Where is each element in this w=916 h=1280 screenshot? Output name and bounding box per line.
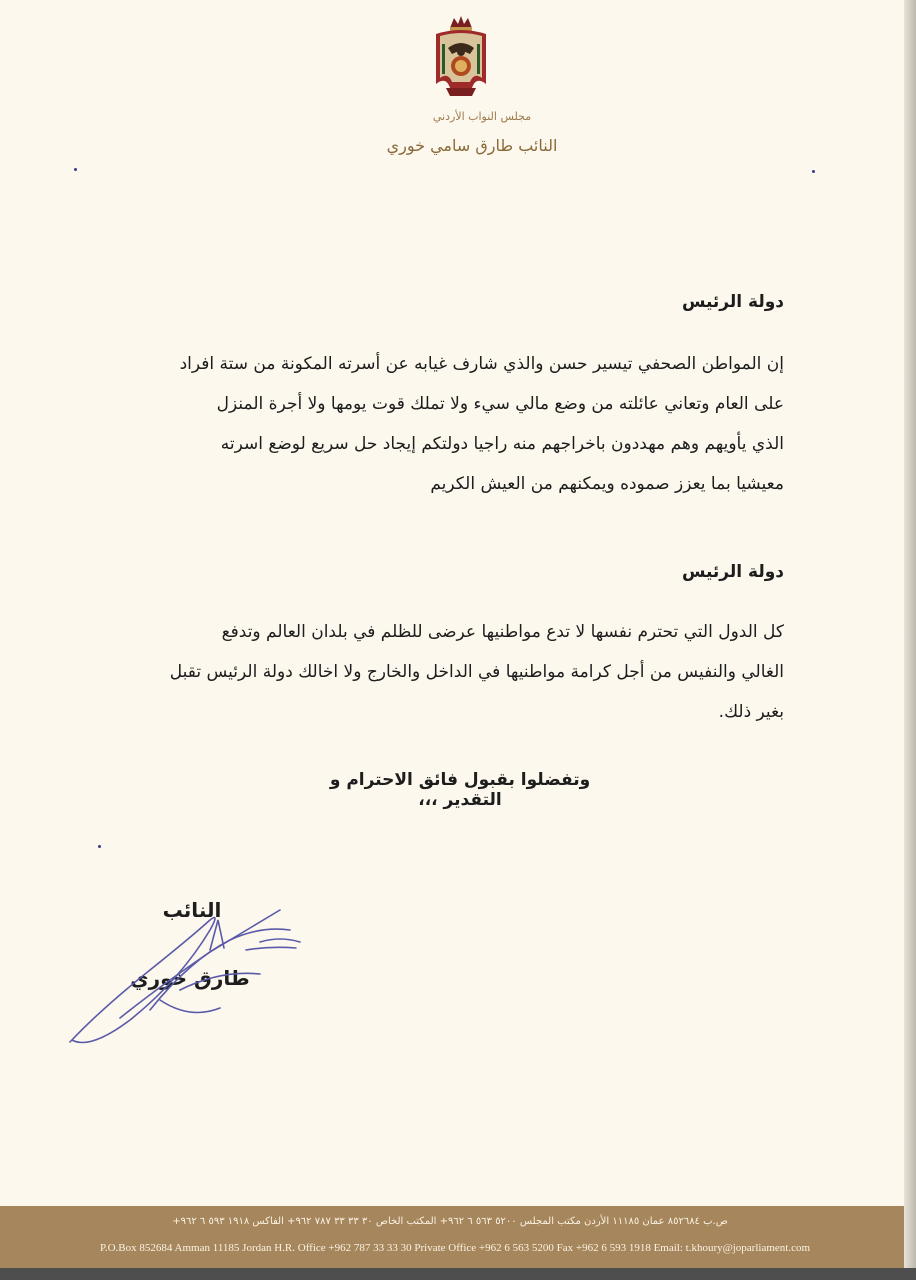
salutation: دولة الرئيس [681, 292, 784, 312]
paragraph-2 [94, 612, 784, 732]
speck [812, 170, 815, 173]
speck [98, 845, 101, 848]
salutation: دولة الرئيس [681, 562, 784, 582]
paragraph-line: معيشيا بما يعزز صموده ويمكنهم من العيش الكريم [430, 474, 784, 494]
paragraph-line: بغير ذلك. [718, 702, 784, 722]
letterhead-deputy-name: النائب طارق سامي خوري [386, 136, 558, 155]
paragraph-1 [94, 344, 784, 504]
paragraph-line: الغالي والنفيس من أجل كرامة مواطنيها في الداخل والخارج ولا اخالك دولة الرئيس تقبل [169, 662, 784, 682]
paragraph-line: إن المواطن الصحفي تيسير حسن والذي شارف غيابه عن أسرته المكونة من ستة افراد [179, 354, 784, 374]
paragraph-line: الذي يأويهم وهم مهددون باخراجهم منه راجيا دولتكم إيجاد حل سريع لوضع اسرته [220, 434, 784, 454]
page-edge [904, 0, 916, 1280]
paragraph-line: كل الدول التي تحترم نفسها لا تدع مواطنيها عرضى للظلم في بلدان العالم وتدفع [221, 622, 784, 642]
footer-arabic-contact: ص.ب ٨٥٢٦٨٤ عمان ١١١٨٥ الأردن مكتب المجلس ٥٢٠٠ ٥٦٣ ٦ ٩٦٢+ المكتب الخاص ٣٠ ٣٣ ٣٣ ٧٨٧ ٩٦٢+ الفاكس ١٩١٨ ٥٩٣ ٦ ٩٦٢+ [172, 1216, 728, 1227]
letterhead-council: مجلس النواب الأردني [432, 110, 532, 123]
jordan-coat-of-arms-icon [428, 14, 494, 100]
signature-title: النائب [162, 898, 222, 922]
scan-bottom-edge [0, 1268, 916, 1280]
footer-english-contact: P.O.Box 852684 Amman 11185 Jordan H.R. Office +962 787 33 33 30 Private Office +962 6 563 5200 Fax +962 6 593 1918 Email: t.khoury@joparliament.com [99, 1242, 811, 1254]
speck [74, 168, 77, 171]
footer [0, 1206, 904, 1268]
signature-name: طارق خوري [130, 966, 250, 990]
paragraph-line: على العام وتعاني عائلته من وضع مالي سيء ولا تملك قوت يومها ولا أجرة المنزل [216, 394, 784, 414]
closing-line: وتفضلوا بقبول فائق الاحترام و التقدير ،،، [329, 770, 591, 810]
handwritten-signature [60, 890, 320, 1060]
